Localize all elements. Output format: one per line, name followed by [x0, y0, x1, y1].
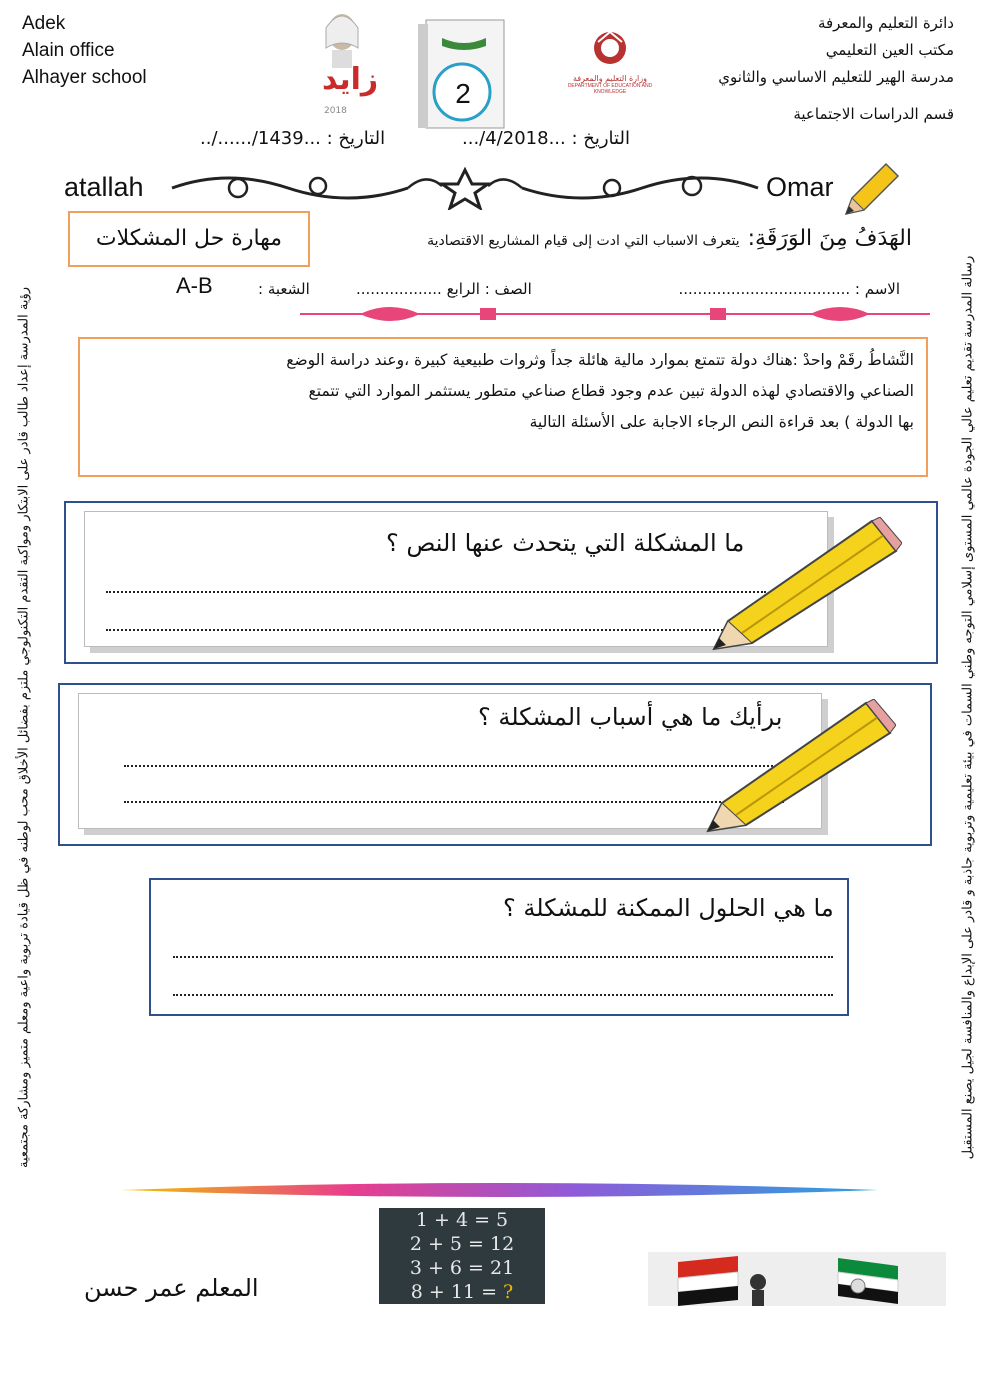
zayed-year-logo: [318, 8, 379, 120]
header-left-line1: Adek: [22, 13, 66, 34]
header-right-line3: مدرسة الهير للتعليم الاساسي والثانوي: [718, 68, 954, 86]
answer-2-line-2[interactable]: [124, 801, 784, 803]
moe-line2: DEPARTMENT OF EDUCATION AND KNOWLEDGE: [567, 83, 653, 95]
activity-line3: بها الدولة ) بعد قراءة النص الرجاء الاجابة على الأسئلة التالية: [529, 413, 914, 431]
question-3-text: ما هي الحلول الممكنة للمشكلة ؟: [503, 894, 834, 922]
date-gregorian: التاريخ : ...4/2018/...: [462, 128, 630, 149]
header-right: [634, 10, 954, 128]
uae-flags-image: [648, 1252, 946, 1306]
student-name-field[interactable]: الاسم : ....................................: [678, 280, 900, 298]
rainbow-divider-icon: [122, 1178, 878, 1202]
question-3-box: [149, 878, 849, 1016]
activity-line2: الصناعي والاقتصادي لهذه الدولة تبين عدم وجود قطاع صناعي متطور يستثمر الموارد التي تتمتع: [308, 382, 914, 400]
board-line-1: 1 + 4 = 5: [415, 1209, 509, 1231]
header-right-line1: دائرة التعليم والمعرفة: [817, 14, 954, 32]
objective-label: الهَدَفُ مِنَ الوَرَقَةِ:: [747, 226, 912, 251]
header-left-line2: Alain office: [22, 40, 115, 61]
section-label: الشعبة :: [258, 280, 310, 298]
pencil-icon: [696, 699, 896, 837]
header-left: [22, 10, 147, 91]
answer-3-line-2[interactable]: [173, 994, 833, 996]
board-line-2: 2 + 5 = 12: [409, 1233, 515, 1255]
book-graphic: [412, 14, 518, 132]
date-hijri: التاريخ : ...1439/....../..: [200, 128, 386, 149]
school-mission-sidebar: رسالة المدرسة تقديم تعليم عالي الجودة عالمي المستوى إسلامي التوجه وطني السمات في بيئة تعليمية وتربوية جاذبة و قادر على الإبداع والمنافسة لجيل يصنع المستقبل: [960, 255, 976, 1160]
question-1-text: ما المشكلة التي يتحدث عنها النص ؟: [386, 529, 745, 557]
pink-divider-icon: [300, 300, 930, 330]
skill-title: مهارة حل المشكلات: [68, 211, 310, 267]
math-chalkboard: [379, 1208, 545, 1304]
answer-1-line-1[interactable]: [106, 591, 766, 593]
teacher-name: المعلم عمر حسن: [84, 1274, 259, 1302]
board-line-4: [379, 1280, 545, 1304]
section-value: A-B: [176, 273, 213, 298]
question-1-box: [64, 501, 938, 664]
header-right-line2: مكتب العين التعليمي: [825, 41, 954, 59]
header-right-line4: قسم الدراسات الاجتماعية: [793, 105, 954, 123]
pencil-icon: [702, 517, 902, 655]
banner-left-name: atallah: [64, 172, 144, 202]
moe-line1: وزارة التعليم والمعرفة: [573, 74, 647, 83]
board-line-3: 3 + 6 = 21: [409, 1257, 515, 1279]
answer-1-line-2[interactable]: [106, 629, 766, 631]
student-class-field[interactable]: الصف : الرابع ..................: [356, 280, 532, 298]
answer-2-line-1[interactable]: [124, 765, 784, 767]
question-2-box: [58, 683, 932, 846]
zayed-text: زايد: [322, 62, 379, 97]
board-line-4-equation: 8 + 11 =: [410, 1281, 504, 1303]
banner-right-name: Omar: [766, 172, 834, 202]
pencil-icon: [838, 160, 902, 222]
zayed-year: 2018: [324, 106, 347, 116]
school-vision-sidebar: رؤية المدرسة إعداد طالب قادر على الابتكار ومواكبة التقدم التكنولوجي ملتزم بفضائل الأخلاق محب لوطنه في ظل قيادة تربوية واعية ومعلم متميز ومشاركة مجتمعية: [16, 286, 32, 1169]
page-badge: 2: [455, 78, 471, 109]
activity-box: [78, 337, 928, 477]
objective: [427, 226, 912, 251]
board-question-mark: ?: [503, 1281, 514, 1303]
ornament-divider-icon: [168, 166, 762, 210]
objective-text: يتعرف الاسباب التي ادت إلى قيام المشاريع الاقتصادية: [427, 233, 740, 249]
activity-line1: النَّشاطُ رقَمْ واحدْ :هناك دولة تتمتع بموارد مالية هائلة جداً وثروات طبيعية كبيرة ،وعند دراسة الوضع: [286, 351, 914, 369]
book-icon: [412, 14, 518, 132]
header-left-line3: Alhayer school: [22, 67, 147, 88]
question-2-text: برأيك ما هي أسباب المشكلة ؟: [478, 703, 783, 731]
answer-3-line-1[interactable]: [173, 956, 833, 958]
